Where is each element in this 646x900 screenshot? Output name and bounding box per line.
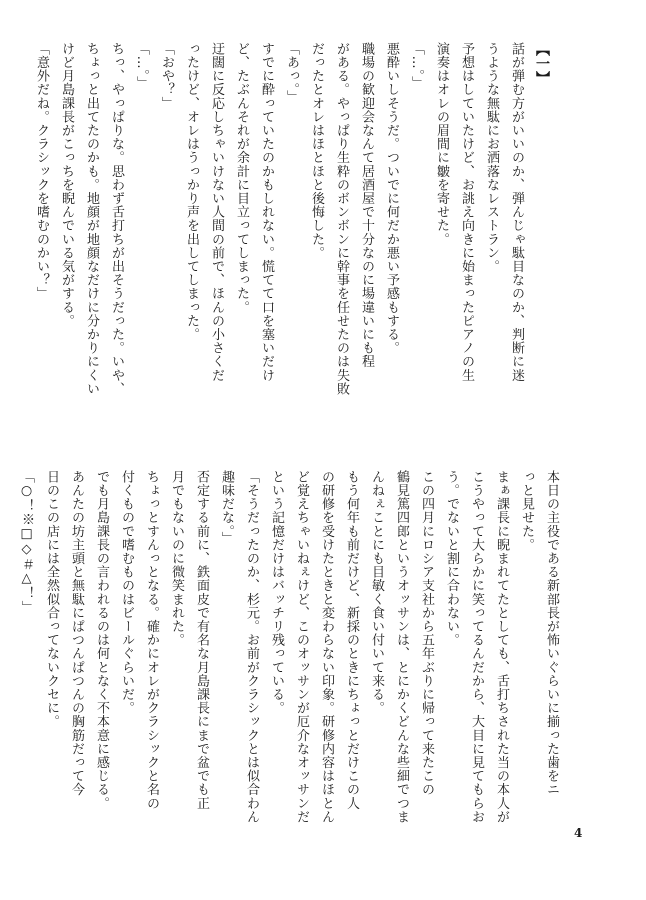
lower-text-block [19,470,564,824]
text-line: けど月島課長がこっちを睨んでいる気がする。 [59,42,74,328]
text-line: まぁ課長に睨まれてたとしても、舌打ちされた当の本人が [494,470,509,824]
text-line: 「○！※□◇＃△！」 [19,470,34,614]
text-line: ちっ、やっぱりな。思わず舌打ちが出そうだった。いや、 [109,42,124,396]
page-number: 4 [574,826,583,840]
text-line: 予想はしていたけど、お誂え向きに始まったピアノの生 [459,42,474,382]
text-line: がある。やっぱり生粋のボンボンに幹事を任せたのは失敗 [334,42,349,396]
text-line: でも月島課長の言われるのは何となく不本意に感じる。 [94,470,109,810]
text-line: 「そうだったのか、杉元。お前がクラシックとは似合わん [244,470,259,824]
text-line: もう何年も前だけど、新採のときにちょっとだけこの人 [344,470,359,810]
text-line: ったけど、オレはうっかり声を出してしまった。 [184,42,199,342]
text-line: っと見せた。 [519,470,534,552]
text-line: という記憶だけはバッチリ残っている。 [269,470,284,715]
text-line: ど、たぶんそれが余計に目立ってしまった。 [234,42,249,314]
text-line: 「…。」 [409,42,424,90]
text-line: 話が弾む方がいいのか、弾んじゃ駄目なのか、判断に迷 [509,42,524,382]
text-line: 「おや？」 [159,42,174,110]
text-line: の研修を受けたときと変わらない印象。研修内容はほとん [319,470,334,824]
text-line: 月でもないのに微笑まれた。 [169,470,184,647]
text-line: 職場の歓迎会なんて居酒屋で十分なのに場違いにも程 [359,42,374,369]
text-line: 鶴見篤四郎というオッサンは、とにかくどんな些細でつま [394,470,409,824]
text-line: 付くもので嗜むものはビールぐらいだ。 [119,470,134,715]
text-line: この四月にロシア支社から五年ぶりに帰って来たこの [419,470,434,797]
text-line: こうやって大らかに笑ってるんだから、大目に見てもらお [469,470,484,824]
upper-text-block [34,42,554,396]
text-line: あんたの坊主頭と無駄にぱつんぱつんの胸筋だって今 [69,470,84,797]
text-line: だったとオレはほとほと後悔した。 [309,42,324,260]
text-line: ちょっと出てたのかも。地顔が地顔なだけに分かりにくい [84,42,99,396]
text-line: 否定する前に、鉄面皮で有名な月島課長にまで盆でも正 [194,470,209,810]
text-line: 演奏はオレの眉間に皺を寄せた。 [434,42,449,246]
text-line: ど覚えちゃいねぇけど、このオッサンが厄介なオッサンだ [294,470,309,824]
text-line: 迂闊に反応しちゃいけない人間の前で、ほんの小さくだ [209,42,224,382]
text-line: 趣味だな。」 [219,470,234,546]
chapter-heading: 【一】 [534,42,550,86]
text-line: 本日の主役である新部長が怖いぐらいに揃った歯をニ [544,470,559,797]
text-line: ちょっとすんっとなる。確かにオレがクラシックと名の [144,470,159,810]
text-line: 「…。」 [134,42,149,90]
text-line: 「意外だね。クラシックを嗜むのかい？」 [34,42,49,301]
text-line: うような無駄にお洒落なレストラン。 [484,42,499,274]
text-line: 悪酔いしそうだ。ついでに何だか悪い予感もする。 [384,42,399,355]
text-line: すでに酔っていたのかもしれない。慌てて口を塞いだけ [259,42,274,382]
text-line: う。でないと割に合わない。 [444,470,459,647]
text-line: 日のこの店には全然似合ってないクセに。 [44,470,59,729]
text-line: 「あっ。」 [284,42,299,104]
text-line: んねぇことにも目敏く食い付いて来る。 [369,470,384,715]
